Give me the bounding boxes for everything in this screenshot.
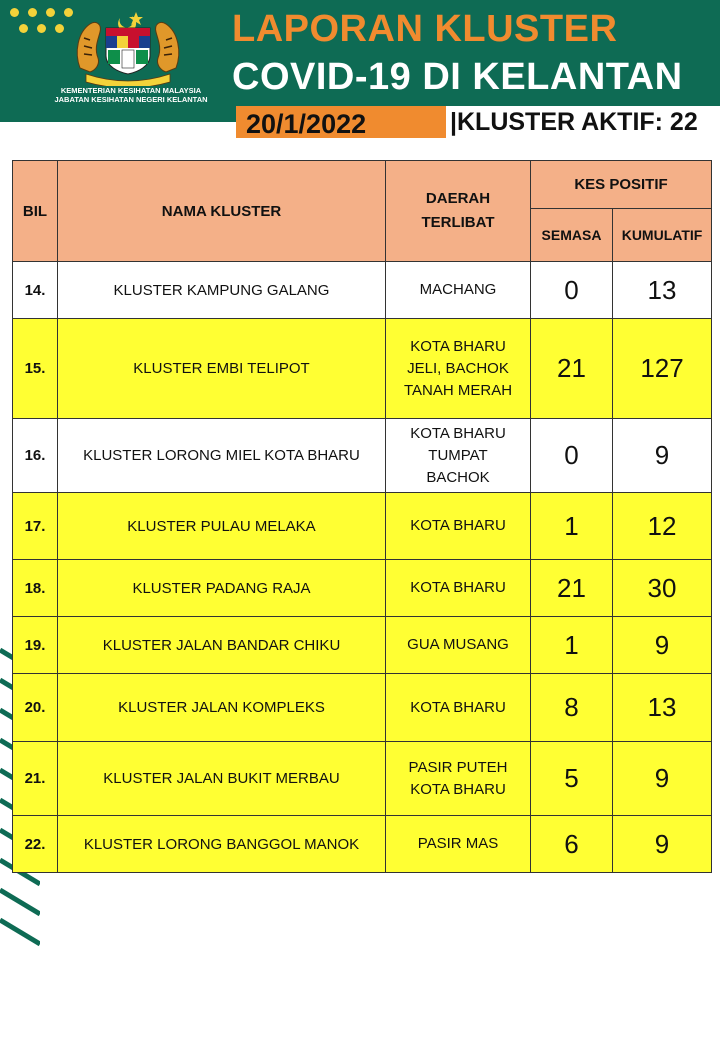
table-row	[13, 560, 712, 617]
cell-nama-kluster: KLUSTER PADANG RAJA	[58, 560, 386, 617]
header-bil: BIL	[13, 161, 58, 262]
cell-bil: 20.	[13, 674, 58, 742]
cell-nama-kluster: KLUSTER LORONG MIEL KOTA BHARU	[58, 419, 386, 493]
malaysia-crest-logo	[72, 8, 184, 86]
table-row	[13, 262, 712, 319]
cell-daerah	[386, 617, 531, 674]
cell-semasa: 6	[531, 816, 613, 873]
table-row	[13, 319, 712, 419]
daerah-line: GUA MUSANG	[407, 636, 509, 653]
table-row	[13, 493, 712, 560]
cell-daerah	[386, 319, 531, 419]
cell-nama-kluster: KLUSTER KAMPUNG GALANG	[58, 262, 386, 319]
cell-bil: 22.	[13, 816, 58, 873]
header-nama-kluster: NAMA KLUSTER	[58, 161, 386, 262]
ministry-name	[20, 86, 242, 104]
cell-kumulatif: 9	[613, 816, 712, 873]
header-daerah-line1: DAERAH	[425, 190, 491, 207]
daerah-line: TANAH MERAH	[403, 381, 513, 399]
cell-semasa: 0	[531, 262, 613, 319]
cell-nama-kluster: KLUSTER JALAN BANDAR CHIKU	[58, 617, 386, 674]
cell-daerah	[386, 816, 531, 873]
cluster-table	[12, 160, 712, 873]
daerah-line: TUMPAT	[428, 446, 488, 464]
cell-semasa: 21	[531, 560, 613, 617]
ministry-line1: KEMENTERIAN KESIHATAN MALAYSIA	[60, 86, 202, 95]
cell-nama-kluster: KLUSTER EMBI TELIPOT	[58, 319, 386, 419]
cell-kumulatif: 12	[613, 493, 712, 560]
cell-daerah	[386, 419, 531, 493]
daerah-line: KOTA BHARU	[410, 579, 506, 596]
daerah-line: JELI, BACHOK	[407, 359, 509, 377]
daerah-line: BACHOK	[426, 468, 490, 486]
header-kumulatif: KUMULATIF	[613, 209, 712, 262]
cell-kumulatif: 13	[613, 262, 712, 319]
daerah-line: KOTA BHARU	[410, 517, 506, 534]
cell-kumulatif: 30	[613, 560, 712, 617]
daerah-line: PASIR MAS	[417, 835, 499, 852]
ministry-line2: JABATAN KESIHATAN NEGERI KELANTAN	[54, 95, 208, 104]
header-daerah-line2: TERLIBAT	[421, 214, 495, 231]
cell-bil: 14.	[13, 262, 58, 319]
cell-bil: 16.	[13, 419, 58, 493]
cell-kumulatif: 9	[613, 617, 712, 674]
daerah-line: KOTA BHARU	[410, 780, 506, 798]
cell-bil: 21.	[13, 742, 58, 816]
daerah-line: PASIR PUTEH	[408, 758, 508, 776]
daerah-line: KOTA BHARU	[410, 337, 506, 355]
cell-kumulatif: 13	[613, 674, 712, 742]
cell-semasa: 1	[531, 617, 613, 674]
cell-kumulatif: 127	[613, 319, 712, 419]
cell-semasa: 21	[531, 319, 613, 419]
daerah-line: MACHANG	[419, 281, 497, 298]
report-title: LAPORAN KLUSTER	[232, 8, 618, 50]
cell-nama-kluster: KLUSTER JALAN KOMPLEKS	[58, 674, 386, 742]
cell-semasa: 0	[531, 419, 613, 493]
cell-daerah	[386, 742, 531, 816]
cell-bil: 19.	[13, 617, 58, 674]
cell-daerah	[386, 560, 531, 617]
table-row	[13, 742, 712, 816]
table-row	[13, 816, 712, 873]
cell-nama-kluster: KLUSTER JALAN BUKIT MERBAU	[58, 742, 386, 816]
header-daerah	[386, 161, 531, 262]
cell-nama-kluster: KLUSTER LORONG BANGGOL MANOK	[58, 816, 386, 873]
cell-bil: 17.	[13, 493, 58, 560]
cell-semasa: 1	[531, 493, 613, 560]
cell-daerah	[386, 674, 531, 742]
cell-semasa: 5	[531, 742, 613, 816]
daerah-line: KOTA BHARU	[410, 698, 506, 716]
active-cluster-count: |KLUSTER AKTIF: 22	[446, 106, 720, 138]
table-row	[13, 419, 712, 493]
table-row	[13, 617, 712, 674]
report-date: 20/1/2022	[246, 109, 367, 139]
table-row	[13, 674, 712, 742]
cell-daerah	[386, 493, 531, 560]
cluster-table-body	[13, 262, 712, 873]
header-semasa: SEMASA	[531, 209, 613, 262]
header-kes-positif: KES POSITIF	[531, 161, 712, 209]
cell-kumulatif: 9	[613, 419, 712, 493]
report-subtitle: COVID-19 DI KELANTAN	[232, 56, 683, 98]
cell-nama-kluster: KLUSTER PULAU MELAKA	[58, 493, 386, 560]
cell-semasa: 8	[531, 674, 613, 742]
cell-daerah	[386, 262, 531, 319]
cell-kumulatif: 9	[613, 742, 712, 816]
cell-bil: 18.	[13, 560, 58, 617]
daerah-line: KOTA BHARU	[410, 424, 506, 442]
cell-bil: 15.	[13, 319, 58, 419]
